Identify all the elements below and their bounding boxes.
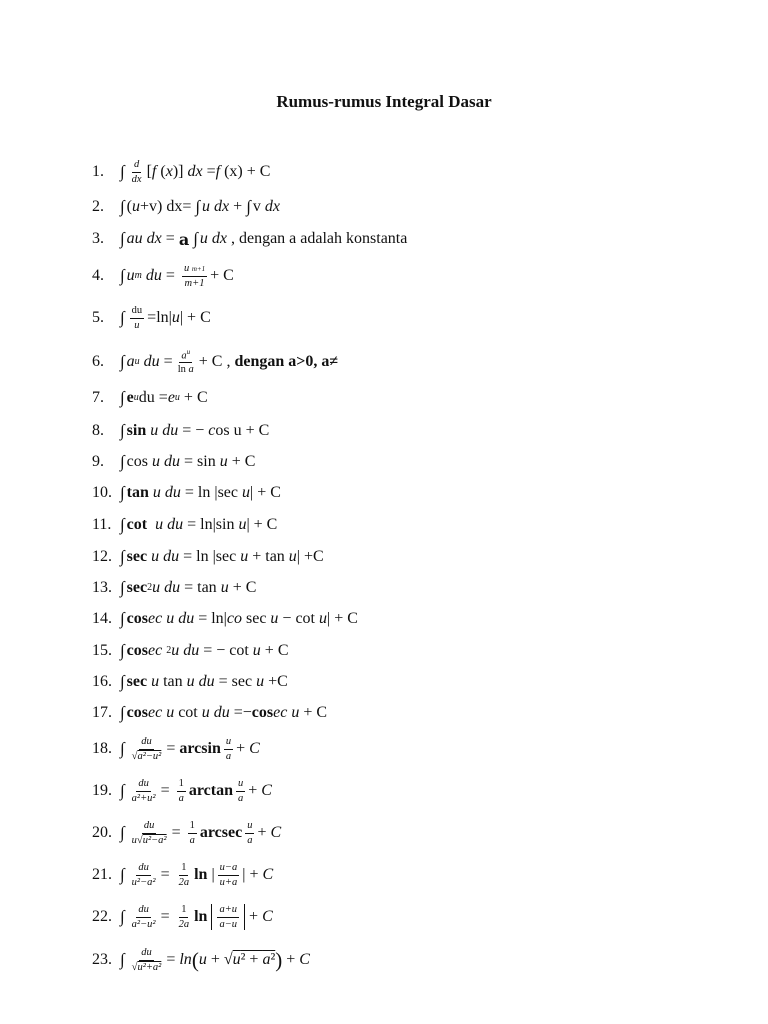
formula-15: 15. ∫ cos ec 2 u du = − cot u + C bbox=[92, 641, 289, 660]
formula-8: 8. ∫ sin u du = − c os u + C bbox=[92, 421, 270, 440]
formula-number: 23. bbox=[92, 951, 112, 968]
formula-number: 22. bbox=[92, 908, 112, 925]
formula-number: 19. bbox=[92, 782, 112, 799]
formula-14: 14. ∫ cos ec u du = ln| co sec u − cot u | + C bbox=[92, 609, 358, 628]
formula-9: 9. ∫ cos u du = sin u + C bbox=[92, 452, 256, 471]
formula-20: 20. ∫ $\frac{du}{\text{u√u²−a²}}$ = $\frac{1}{a}$ arcsec $\frac{u}{a}$ + C bbox=[92, 820, 282, 846]
formula-6: 6. ∫ a u du = $\frac{a^u}{\text{ln a}}$ + C , dengan a>0, a≠ bbox=[92, 347, 339, 376]
formula-number: 5. bbox=[92, 309, 104, 326]
formula-4: 4. ∫ u m du = $\frac{\text{u m+1}}{m+1}$ + C bbox=[92, 263, 234, 289]
formula-number: 10. bbox=[92, 484, 112, 501]
formula-11: 11. ∫ cot u du = ln|sin u | + C bbox=[92, 515, 278, 534]
formula-number: 13. bbox=[92, 579, 112, 596]
formula-number: 7. bbox=[92, 389, 104, 406]
formula-number: 20. bbox=[92, 824, 112, 841]
formula-number: 6. bbox=[92, 353, 104, 370]
formula-19: 19. ∫ $\frac{du}{\text{a²+u²}}$ = $\frac{1}{a}$ arctan $\frac{u}{a}$ + C bbox=[92, 778, 272, 804]
formula-number: 3. bbox=[92, 230, 104, 247]
formula-number: 9. bbox=[92, 453, 104, 470]
formula-number: 16. bbox=[92, 673, 112, 690]
formula-number: 8. bbox=[92, 422, 104, 439]
formula-18: 18. ∫ $\frac{du}{\text{√a²−u²}}$ = arcsin $\frac{u}{a}$ + C bbox=[92, 736, 260, 762]
formula-1: 1. ∫ $\frac{d}{dx}$ [ f ( x )] dx = f (x) + C bbox=[92, 159, 271, 185]
formula-7: 7. ∫ e u du = e u + C bbox=[92, 388, 208, 407]
formula-number: 12. bbox=[92, 548, 112, 565]
formula-number: 15. bbox=[92, 642, 112, 659]
formula-22: 22. ∫ $\frac{du}{\text{a²−u²}}$ = $\frac{1}{2a}$ ln $\frac{a+u}{a-u}$ + C bbox=[92, 904, 273, 930]
formula-number: 1. bbox=[92, 163, 104, 180]
formula-17: 17. ∫ cos ec u cot u du =− cos ec u + C bbox=[92, 703, 328, 722]
formula-16: 16. ∫ sec u tan u du = sec u +C bbox=[92, 672, 288, 691]
formula-3: 3. ∫ au dx = a ∫ u dx , dengan a adalah konstanta bbox=[92, 229, 408, 249]
formula-number: 17. bbox=[92, 704, 112, 721]
formula-number: 21. bbox=[92, 866, 112, 883]
formula-2: 2. ∫ ( u +v) dx= ∫ u dx + ∫ v dx bbox=[92, 197, 280, 216]
formula-21: 21. ∫ $\frac{du}{\text{u²−a²}}$ = $\frac{1}{2a}$ ln | $\frac{u-a}{u+a}$ | + C bbox=[92, 862, 274, 888]
formula-number: 4. bbox=[92, 267, 104, 284]
formula-12: 12. ∫ sec u du = ln |sec u + tan u | +C bbox=[92, 547, 324, 566]
formula-23: 23. ∫ $\frac{du}{\text{√u²+a²}}$ = ln ( u + √ u² + a² ) + C bbox=[92, 947, 310, 973]
formula-10: 10. ∫ tan u du = ln |sec u | + C bbox=[92, 483, 281, 502]
formula-13: 13. ∫ sec 2 u du = tan u + C bbox=[92, 578, 257, 597]
formula-number: 14. bbox=[92, 610, 112, 627]
formula-number: 11. bbox=[92, 516, 112, 533]
formula-5: 5. ∫ $\frac{du}{u}$ =ln| u | + C bbox=[92, 305, 211, 331]
formula-number: 18. bbox=[92, 740, 112, 757]
page-title: Rumus-rumus Integral Dasar bbox=[276, 92, 492, 111]
formula-number: 2. bbox=[92, 198, 104, 215]
